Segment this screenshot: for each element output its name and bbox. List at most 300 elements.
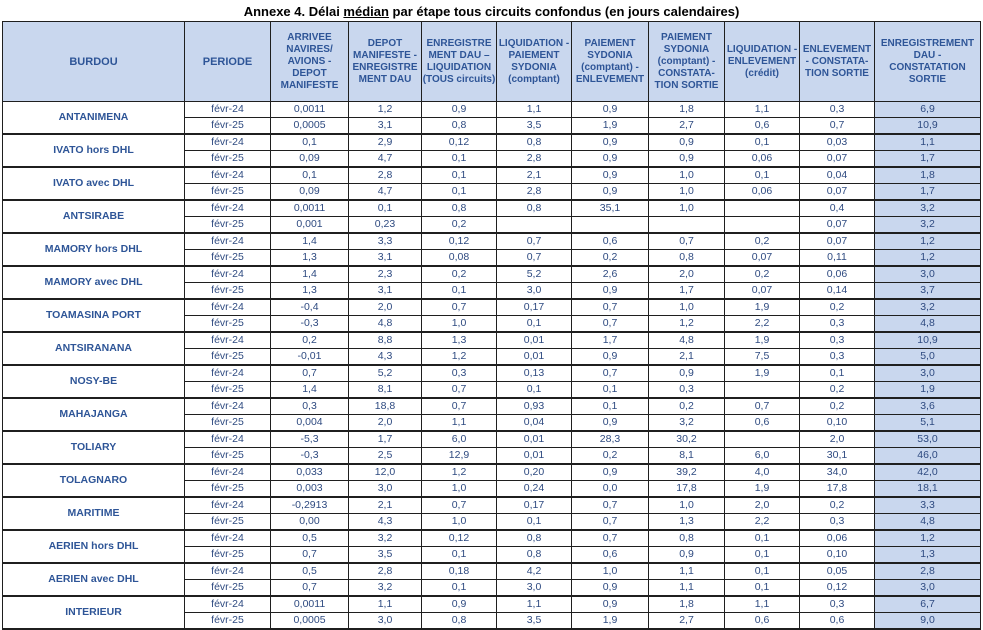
- value-cell: 1,7: [875, 184, 981, 201]
- value-cell: 0,3: [800, 332, 875, 349]
- title-prefix: Annexe 4. Délai: [243, 4, 344, 19]
- value-cell: 5,1: [875, 415, 981, 432]
- value-cell: -0,01: [271, 349, 349, 366]
- value-cell: 3,2: [875, 200, 981, 217]
- value-cell: 0,6: [572, 233, 649, 250]
- header-row: [3, 22, 981, 102]
- period-cell: févr-25: [185, 118, 271, 135]
- value-cell: 1,8: [649, 596, 725, 613]
- value-cell: 0,10: [800, 415, 875, 432]
- value-cell: 0,0005: [271, 118, 349, 135]
- value-cell: 3,3: [349, 233, 422, 250]
- value-cell: 1,3: [271, 250, 349, 267]
- value-cell: 1,3: [649, 514, 725, 531]
- value-cell: 0,7: [572, 365, 649, 382]
- bureau-name: IVATO hors DHL: [3, 134, 185, 167]
- value-cell: 0,9: [572, 151, 649, 168]
- period-cell: févr-25: [185, 514, 271, 531]
- table-body: [3, 102, 981, 630]
- value-cell: 4,8: [649, 332, 725, 349]
- value-cell: 2,7: [649, 118, 725, 135]
- value-cell: 0,06: [725, 151, 800, 168]
- table-row: [3, 431, 981, 448]
- value-cell: 1,1: [649, 563, 725, 580]
- value-cell: 6,0: [725, 448, 800, 465]
- value-cell: 0,3: [800, 514, 875, 531]
- value-cell: 0,05: [800, 563, 875, 580]
- value-cell: 0,9: [572, 464, 649, 481]
- value-cell: 0,7: [572, 316, 649, 333]
- value-cell: 2,2: [725, 316, 800, 333]
- value-cell: [497, 217, 572, 234]
- value-cell: 1,1: [649, 580, 725, 597]
- period-cell: févr-25: [185, 382, 271, 399]
- value-cell: 4,0: [725, 464, 800, 481]
- value-cell: 2,3: [349, 266, 422, 283]
- value-cell: 4,3: [349, 514, 422, 531]
- value-cell: 10,9: [875, 332, 981, 349]
- bureau-name: ANTSIRABE: [3, 200, 185, 233]
- value-cell: 2,7: [649, 613, 725, 630]
- value-cell: 1,2: [349, 102, 422, 118]
- bureau-name: INTERIEUR: [3, 596, 185, 629]
- period-cell: févr-24: [185, 167, 271, 184]
- value-cell: 0,1: [349, 200, 422, 217]
- period-cell: févr-25: [185, 448, 271, 465]
- table-row: [3, 299, 981, 316]
- table-row: [3, 233, 981, 250]
- value-cell: 0,9: [649, 547, 725, 564]
- value-cell: 3,7: [875, 283, 981, 300]
- value-cell: -0,2913: [271, 497, 349, 514]
- value-cell: 46,0: [875, 448, 981, 465]
- value-cell: 0,9: [649, 365, 725, 382]
- table-row: [3, 102, 981, 118]
- table-row: [3, 200, 981, 217]
- value-cell: 0,01: [497, 349, 572, 366]
- value-cell: 0,1: [725, 530, 800, 547]
- value-cell: 0,9: [649, 151, 725, 168]
- value-cell: 0,7: [271, 547, 349, 564]
- value-cell: 8,1: [649, 448, 725, 465]
- value-cell: 3,0: [349, 481, 422, 498]
- value-cell: -5,3: [271, 431, 349, 448]
- value-cell: 3,0: [875, 580, 981, 597]
- header-paiement-constatation: PAIEMENT SYDONIA (comptant) - CONSTATA- TION SORTIE: [649, 22, 725, 102]
- value-cell: 1,4: [271, 233, 349, 250]
- value-cell: 0,09: [271, 151, 349, 168]
- value-cell: 0,01: [497, 332, 572, 349]
- value-cell: 3,1: [349, 250, 422, 267]
- value-cell: [725, 382, 800, 399]
- value-cell: 0,1: [422, 580, 497, 597]
- value-cell: 0,08: [422, 250, 497, 267]
- value-cell: 4,8: [349, 316, 422, 333]
- value-cell: 0,0011: [271, 596, 349, 613]
- value-cell: 0,9: [572, 102, 649, 118]
- value-cell: 3,5: [497, 613, 572, 630]
- bureau-name: MAHAJANGA: [3, 398, 185, 431]
- table-row: [3, 134, 981, 151]
- value-cell: 0,2: [572, 250, 649, 267]
- value-cell: 1,4: [271, 266, 349, 283]
- value-cell: 1,0: [649, 167, 725, 184]
- value-cell: 3,0: [497, 283, 572, 300]
- value-cell: 1,0: [422, 316, 497, 333]
- value-cell: 17,8: [800, 481, 875, 498]
- value-cell: 0,7: [572, 299, 649, 316]
- value-cell: 9,0: [875, 613, 981, 630]
- value-cell: 0,7: [572, 530, 649, 547]
- value-cell: 0,13: [497, 365, 572, 382]
- value-cell: 0,06: [800, 266, 875, 283]
- bureau-name: TOAMASINA PORT: [3, 299, 185, 332]
- table-row: [3, 464, 981, 481]
- title-emphasis: médian: [343, 4, 389, 19]
- value-cell: 0,8: [497, 530, 572, 547]
- period-cell: févr-25: [185, 217, 271, 234]
- value-cell: 0,001: [271, 217, 349, 234]
- period-cell: févr-24: [185, 563, 271, 580]
- period-cell: févr-25: [185, 316, 271, 333]
- value-cell: 3,2: [649, 415, 725, 432]
- value-cell: 0,2: [649, 398, 725, 415]
- value-cell: 1,1: [725, 596, 800, 613]
- value-cell: 0,12: [422, 233, 497, 250]
- value-cell: 3,2: [875, 217, 981, 234]
- value-cell: 0,1: [422, 547, 497, 564]
- period-cell: févr-25: [185, 151, 271, 168]
- value-cell: 8,1: [349, 382, 422, 399]
- value-cell: 3,0: [349, 613, 422, 630]
- value-cell: 0,3: [800, 596, 875, 613]
- value-cell: 0,8: [497, 134, 572, 151]
- bureau-name: TOLAGNARO: [3, 464, 185, 497]
- value-cell: 0,18: [422, 563, 497, 580]
- value-cell: 0,07: [800, 151, 875, 168]
- value-cell: 0,9: [572, 167, 649, 184]
- bureau-name: ANTANIMENA: [3, 102, 185, 135]
- value-cell: 0,2: [800, 398, 875, 415]
- header-liquidation-paiement: LIQUIDATION - PAIEMENT SYDONIA (comptant): [497, 22, 572, 102]
- value-cell: 1,0: [572, 563, 649, 580]
- period-cell: févr-24: [185, 266, 271, 283]
- value-cell: 0,7: [800, 118, 875, 135]
- table-title: [0, 2, 983, 21]
- value-cell: 34,0: [800, 464, 875, 481]
- value-cell: 0,1: [497, 316, 572, 333]
- value-cell: [725, 217, 800, 234]
- value-cell: 0,17: [497, 299, 572, 316]
- value-cell: 0,06: [725, 184, 800, 201]
- value-cell: 1,8: [649, 102, 725, 118]
- value-cell: 1,0: [422, 481, 497, 498]
- value-cell: 1,1: [497, 596, 572, 613]
- value-cell: 0,004: [271, 415, 349, 432]
- value-cell: 0,2: [422, 266, 497, 283]
- value-cell: 0,6: [572, 547, 649, 564]
- value-cell: 0,07: [800, 233, 875, 250]
- value-cell: 0,8: [422, 613, 497, 630]
- value-cell: 1,2: [875, 530, 981, 547]
- value-cell: 0,4: [800, 200, 875, 217]
- value-cell: 2,8: [349, 563, 422, 580]
- value-cell: 0,6: [725, 415, 800, 432]
- value-cell: 0,2: [800, 497, 875, 514]
- table-row: [3, 563, 981, 580]
- header-bureau: BURDOU: [3, 22, 185, 102]
- value-cell: 0,6: [725, 613, 800, 630]
- value-cell: -0,4: [271, 299, 349, 316]
- value-cell: 0,7: [497, 250, 572, 267]
- value-cell: 6,0: [422, 431, 497, 448]
- value-cell: 0,01: [497, 431, 572, 448]
- value-cell: 12,0: [349, 464, 422, 481]
- value-cell: 0,7: [725, 398, 800, 415]
- bureau-name: MARITIME: [3, 497, 185, 530]
- value-cell: 0,1: [497, 382, 572, 399]
- bureau-name: AERIEN avec DHL: [3, 563, 185, 596]
- period-cell: févr-25: [185, 415, 271, 432]
- value-cell: 0,9: [422, 596, 497, 613]
- value-cell: 30,2: [649, 431, 725, 448]
- value-cell: 3,0: [875, 266, 981, 283]
- value-cell: 0,01: [497, 448, 572, 465]
- table-row: [3, 332, 981, 349]
- period-cell: févr-24: [185, 464, 271, 481]
- value-cell: 0,20: [497, 464, 572, 481]
- period-cell: févr-25: [185, 580, 271, 597]
- value-cell: 1,0: [649, 497, 725, 514]
- value-cell: 1,9: [572, 118, 649, 135]
- value-cell: 0,1: [422, 151, 497, 168]
- value-cell: 0,9: [572, 349, 649, 366]
- value-cell: 1,1: [497, 102, 572, 118]
- value-cell: 0,7: [422, 382, 497, 399]
- value-cell: 3,2: [349, 580, 422, 597]
- bureau-name: MAMORY avec DHL: [3, 266, 185, 299]
- value-cell: 0,1: [572, 382, 649, 399]
- value-cell: 0,2: [800, 382, 875, 399]
- value-cell: 6,7: [875, 596, 981, 613]
- value-cell: 3,5: [497, 118, 572, 135]
- value-cell: 1,1: [875, 134, 981, 151]
- value-cell: 1,2: [649, 316, 725, 333]
- value-cell: 0,8: [497, 547, 572, 564]
- table-row: [3, 167, 981, 184]
- table-row: [3, 530, 981, 547]
- value-cell: 1,3: [875, 547, 981, 564]
- value-cell: 6,9: [875, 102, 981, 118]
- value-cell: 0,2: [572, 448, 649, 465]
- value-cell: 0,9: [649, 134, 725, 151]
- value-cell: 42,0: [875, 464, 981, 481]
- value-cell: 4,3: [349, 349, 422, 366]
- value-cell: 1,2: [875, 250, 981, 267]
- value-cell: 1,2: [875, 233, 981, 250]
- value-cell: 0,09: [271, 184, 349, 201]
- period-cell: févr-24: [185, 596, 271, 613]
- value-cell: 3,6: [875, 398, 981, 415]
- value-cell: 5,2: [349, 365, 422, 382]
- value-cell: 0,1: [572, 398, 649, 415]
- value-cell: 2,8: [497, 184, 572, 201]
- period-cell: févr-24: [185, 134, 271, 151]
- period-cell: févr-25: [185, 481, 271, 498]
- header-depot-enregistrement: DEPOT MANIFESTE - ENREGISTRE MENT DAU: [349, 22, 422, 102]
- value-cell: 1,0: [422, 514, 497, 531]
- value-cell: 0,7: [572, 514, 649, 531]
- period-cell: févr-24: [185, 497, 271, 514]
- bureau-name: NOSY-BE: [3, 365, 185, 398]
- value-cell: 0,9: [572, 596, 649, 613]
- value-cell: 0,9: [572, 283, 649, 300]
- value-cell: 0,2: [422, 217, 497, 234]
- period-cell: févr-24: [185, 200, 271, 217]
- value-cell: 0,9: [572, 580, 649, 597]
- period-cell: févr-24: [185, 299, 271, 316]
- value-cell: 0,24: [497, 481, 572, 498]
- value-cell: 3,0: [875, 365, 981, 382]
- value-cell: 4,2: [497, 563, 572, 580]
- value-cell: 0,7: [422, 299, 497, 316]
- value-cell: 0,8: [422, 200, 497, 217]
- value-cell: 1,9: [725, 299, 800, 316]
- value-cell: 0,17: [497, 497, 572, 514]
- period-cell: févr-24: [185, 431, 271, 448]
- value-cell: 3,3: [875, 497, 981, 514]
- value-cell: 1,2: [422, 464, 497, 481]
- value-cell: 0,1: [725, 547, 800, 564]
- value-cell: 0,00: [271, 514, 349, 531]
- value-cell: 0,9: [572, 415, 649, 432]
- value-cell: 0,0005: [271, 613, 349, 630]
- value-cell: 0,14: [800, 283, 875, 300]
- value-cell: 1,9: [725, 365, 800, 382]
- value-cell: 0,6: [800, 613, 875, 630]
- value-cell: 0,03: [800, 134, 875, 151]
- value-cell: 2,2: [725, 514, 800, 531]
- value-cell: 0,9: [572, 184, 649, 201]
- value-cell: 0,11: [800, 250, 875, 267]
- value-cell: 5,0: [875, 349, 981, 366]
- period-cell: févr-25: [185, 250, 271, 267]
- value-cell: 3,0: [497, 580, 572, 597]
- value-cell: 2,6: [572, 266, 649, 283]
- header-enregistrement-liquidation: ENREGISTRE MENT DAU – LIQUIDATION (TOUS circuits): [422, 22, 497, 102]
- value-cell: 0,9: [572, 134, 649, 151]
- value-cell: 0,07: [725, 283, 800, 300]
- value-cell: 0,9: [422, 102, 497, 118]
- value-cell: 3,5: [349, 547, 422, 564]
- table-row: [3, 398, 981, 415]
- value-cell: [572, 217, 649, 234]
- value-cell: 0,8: [497, 200, 572, 217]
- value-cell: 0,8: [649, 530, 725, 547]
- value-cell: 0,7: [271, 580, 349, 597]
- value-cell: 1,4: [271, 382, 349, 399]
- value-cell: 0,3: [800, 349, 875, 366]
- value-cell: 0,06: [800, 530, 875, 547]
- header-arrivee-depot: ARRIVEE NAVIRES/ AVIONS - DEPOT MANIFESTE: [271, 22, 349, 102]
- value-cell: 30,1: [800, 448, 875, 465]
- value-cell: 3,1: [349, 283, 422, 300]
- table-row: [3, 596, 981, 613]
- value-cell: 0,2: [725, 233, 800, 250]
- value-cell: 2,1: [349, 497, 422, 514]
- value-cell: 1,3: [271, 283, 349, 300]
- value-cell: 0,1: [800, 365, 875, 382]
- value-cell: 0,12: [422, 530, 497, 547]
- value-cell: 0,04: [497, 415, 572, 432]
- value-cell: 0,1: [725, 134, 800, 151]
- value-cell: 2,9: [349, 134, 422, 151]
- value-cell: 0,2: [725, 266, 800, 283]
- value-cell: 17,8: [649, 481, 725, 498]
- value-cell: 0,3: [271, 398, 349, 415]
- value-cell: 2,5: [349, 448, 422, 465]
- bureau-name: MAMORY hors DHL: [3, 233, 185, 266]
- value-cell: 4,7: [349, 151, 422, 168]
- value-cell: 0,2: [800, 299, 875, 316]
- value-cell: 35,1: [572, 200, 649, 217]
- header-paiement-enlevement: PAIEMENT SYDONIA (comptant) - ENLEVEMENT: [572, 22, 649, 102]
- value-cell: 0,0011: [271, 200, 349, 217]
- value-cell: 1,3: [422, 332, 497, 349]
- value-cell: 1,7: [649, 283, 725, 300]
- value-cell: 53,0: [875, 431, 981, 448]
- table-row: [3, 266, 981, 283]
- value-cell: 0,1: [271, 167, 349, 184]
- value-cell: 0,1: [422, 184, 497, 201]
- value-cell: 0,3: [800, 316, 875, 333]
- value-cell: 0,0: [572, 481, 649, 498]
- value-cell: 1,7: [572, 332, 649, 349]
- delay-table: [2, 21, 981, 630]
- value-cell: 0,033: [271, 464, 349, 481]
- period-cell: févr-25: [185, 283, 271, 300]
- value-cell: [725, 200, 800, 217]
- value-cell: 2,0: [349, 415, 422, 432]
- value-cell: [725, 431, 800, 448]
- value-cell: 0,1: [497, 514, 572, 531]
- value-cell: 1,7: [349, 431, 422, 448]
- value-cell: 0,1: [422, 283, 497, 300]
- value-cell: 1,0: [649, 299, 725, 316]
- value-cell: 1,1: [349, 596, 422, 613]
- value-cell: 39,2: [649, 464, 725, 481]
- period-cell: févr-24: [185, 332, 271, 349]
- value-cell: 1,0: [649, 200, 725, 217]
- period-cell: févr-25: [185, 349, 271, 366]
- value-cell: 0,07: [800, 184, 875, 201]
- period-cell: févr-24: [185, 398, 271, 415]
- value-cell: 2,8: [497, 151, 572, 168]
- value-cell: 4,8: [875, 316, 981, 333]
- value-cell: 7,5: [725, 349, 800, 366]
- value-cell: 0,003: [271, 481, 349, 498]
- value-cell: 8,8: [349, 332, 422, 349]
- table-row: [3, 365, 981, 382]
- value-cell: 1,8: [875, 167, 981, 184]
- value-cell: 1,7: [875, 151, 981, 168]
- value-cell: 2,0: [800, 431, 875, 448]
- value-cell: 4,7: [349, 184, 422, 201]
- period-cell: févr-25: [185, 547, 271, 564]
- bureau-name: ANTSIRANANA: [3, 332, 185, 365]
- value-cell: 2,1: [497, 167, 572, 184]
- value-cell: 2,0: [349, 299, 422, 316]
